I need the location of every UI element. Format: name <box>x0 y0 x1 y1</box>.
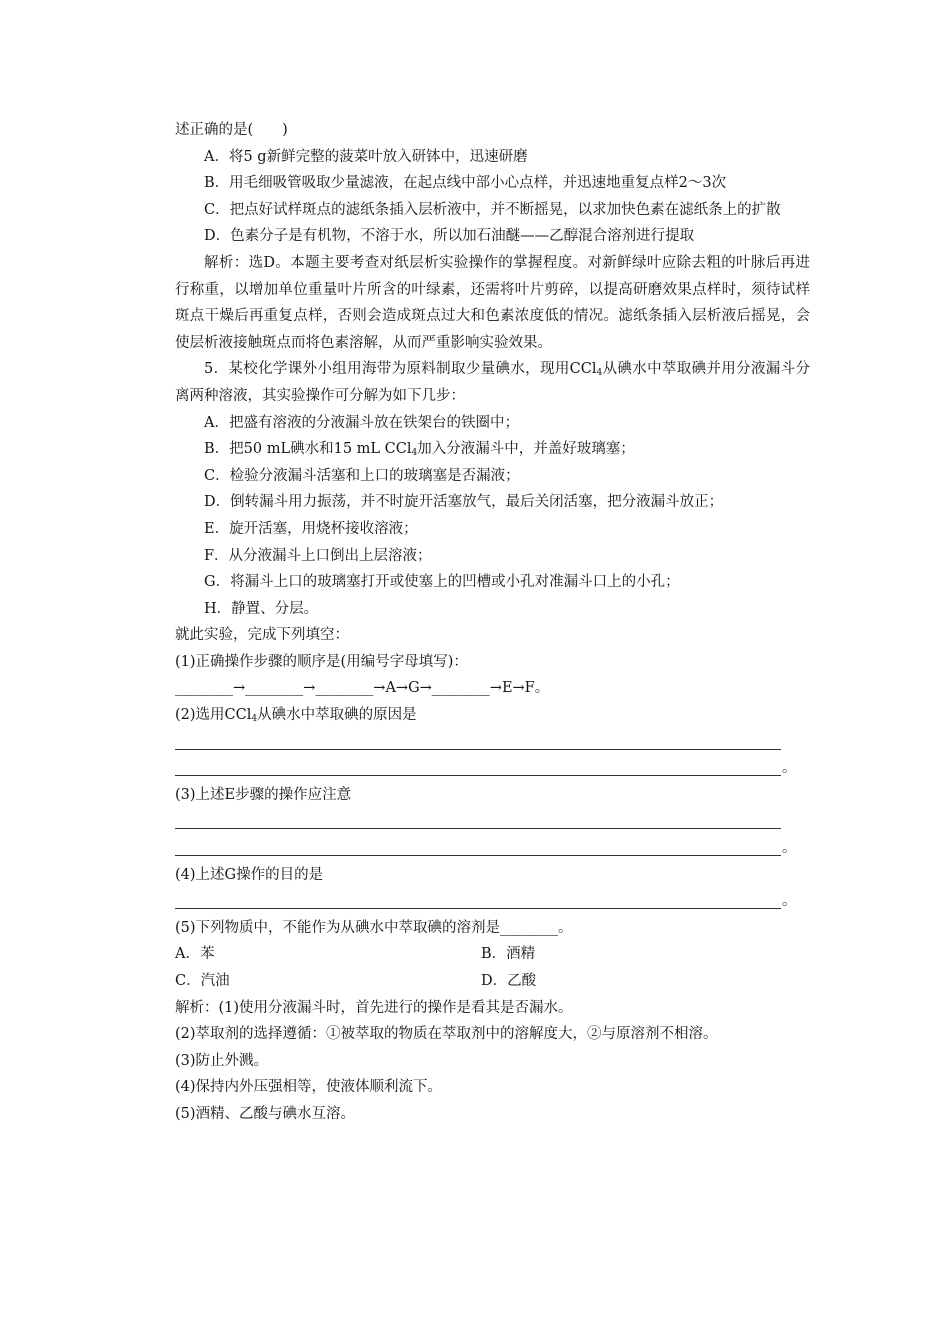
q4-option-c: C．把点好试样斑点的滤纸条插入层析液中，并不断摇晃，以求加快色素在滤纸条上的扩散 <box>204 201 781 218</box>
blank-rule <box>175 828 781 829</box>
blank-rule <box>175 749 781 750</box>
q5-step-b-part: 加入分液漏斗中，并盖好玻璃塞； <box>417 441 635 458</box>
q5-answer-5: (5)酒精、乙酸与碘水互溶。 <box>175 1105 356 1122</box>
blank-rule <box>175 908 781 909</box>
answer-blank-line <box>175 835 810 862</box>
period-mark: 。 <box>782 760 797 777</box>
subscript: 4 <box>411 448 418 459</box>
period-mark: 。 <box>782 840 797 857</box>
q5-answer-3: (3)防止外溅。 <box>175 1052 269 1069</box>
blank-rule <box>175 855 781 856</box>
q5-answer-4: (4)保持内外压强相等，使液体顺利流下。 <box>175 1079 443 1096</box>
q5-sub5-option-c: C．汽油 <box>175 973 230 989</box>
q5-stem-part: 从碘水中萃取碘并用分液漏斗分离两种溶液，其实验操作可分解为如下几步： <box>175 361 810 404</box>
q5-sub2-part: (2)选用CCl <box>175 707 252 724</box>
q4-option-d: D．色素分子是有机物，不溶于水，所以加石油醚——乙醇混合溶剂进行提取 <box>204 228 695 245</box>
answer-blank-line <box>175 729 810 756</box>
blank-rule <box>175 775 781 776</box>
q5-sub1: (1)正确操作步骤的顺序是(用编号字母填写)： <box>175 653 468 670</box>
q5-sub2 <box>175 702 810 729</box>
q4-option-b: B．用毛细吸管吸取少量滤液，在起点线中部小心点样，并迅速地重复点样2～3次 <box>204 175 727 192</box>
q5-sub1-sequence: ________→________→________→A→G→________→E→F。 <box>175 680 550 697</box>
answer-blank-line <box>175 888 810 915</box>
period-mark: 。 <box>782 893 797 910</box>
q4-option-a: A．将5 g新鲜完整的菠菜叶放入研钵中，迅速研磨 <box>204 148 528 165</box>
q5-sub5-option-a: A．苯 <box>175 946 215 963</box>
q5-answer-2: (2)萃取剂的选择遵循：①被萃取的物质在萃取剂中的溶解度大，②与原溶剂不相溶。 <box>175 1026 718 1043</box>
q5-sub5-options-row <box>175 941 810 968</box>
q5-stem <box>175 356 810 409</box>
q5-step-a: A．把盛有溶液的分液漏斗放在铁架台的铁圈中； <box>204 414 519 431</box>
q5-answer-1: 解析：(1)使用分液漏斗时，首先进行的操作是看其是否漏水。 <box>175 999 573 1016</box>
answer-blank-line <box>175 755 810 782</box>
q5-step-b <box>175 436 810 463</box>
q5-step-f: F．从分液漏斗上口倒出上层溶液； <box>204 547 432 564</box>
q5-sub5: (5)下列物质中，不能作为从碘水中萃取碘的溶剂是________。 <box>175 919 573 936</box>
q5-step-h: H．静置、分层。 <box>204 600 319 617</box>
answer-blank-line <box>175 808 810 835</box>
subscript: 4 <box>251 714 258 725</box>
q5-sub4: (4)上述G操作的目的是 <box>175 866 324 883</box>
q5-sub5-option-d: D．乙酸 <box>481 973 537 989</box>
q5-step-b-part: B．把50 mL碘水和15 mL CCl <box>204 441 412 458</box>
q5-sub5-option-b: B．酒精 <box>481 946 536 963</box>
q5-step-e: E．旋开活塞，用烧杯接收溶液； <box>204 520 418 537</box>
q4-analysis: 解析：选D。本题主要考查对纸层析实验操作的掌握程度。对新鲜绿叶应除去粗的叶脉后再进行称重，以增加单位重量叶片所含的叶绿素，还需将叶片剪碎，以提高研磨效果点样时，须待试样斑点干燥后再重复点样，否则会造成斑点过大和色素浓度低的情况。滤纸条插入层析液后摇晃，会使层析液接触斑点而将色素溶解，从而严重影响实验效果。 <box>175 254 810 351</box>
q5-step-c: C．检验分液漏斗活塞和上口的玻璃塞是否漏液； <box>204 467 520 484</box>
q5-sub5-options-row <box>175 968 810 995</box>
subscript: 4 <box>596 368 603 379</box>
q5-sub3: (3)上述E步骤的操作应注意 <box>175 786 352 803</box>
q5-sub2-part: 从碘水中萃取碘的原因是 <box>257 707 417 724</box>
q5-intro: 就此实验，完成下列填空： <box>175 627 349 644</box>
q5-step-g: G．将漏斗上口的玻璃塞打开或使塞上的凹槽或小孔对准漏斗口上的小孔； <box>204 574 680 591</box>
q5-stem-part: 5．某校化学课外小组用海带为原料制取少量碘水，现用CCl <box>204 361 597 378</box>
q4-stem-tail: 述正确的是( ) <box>175 122 288 138</box>
q5-step-d: D．倒转漏斗用力振荡，并不时旋开活塞放气，最后关闭活塞，把分液漏斗放正； <box>204 494 724 511</box>
document-body <box>175 117 810 1128</box>
